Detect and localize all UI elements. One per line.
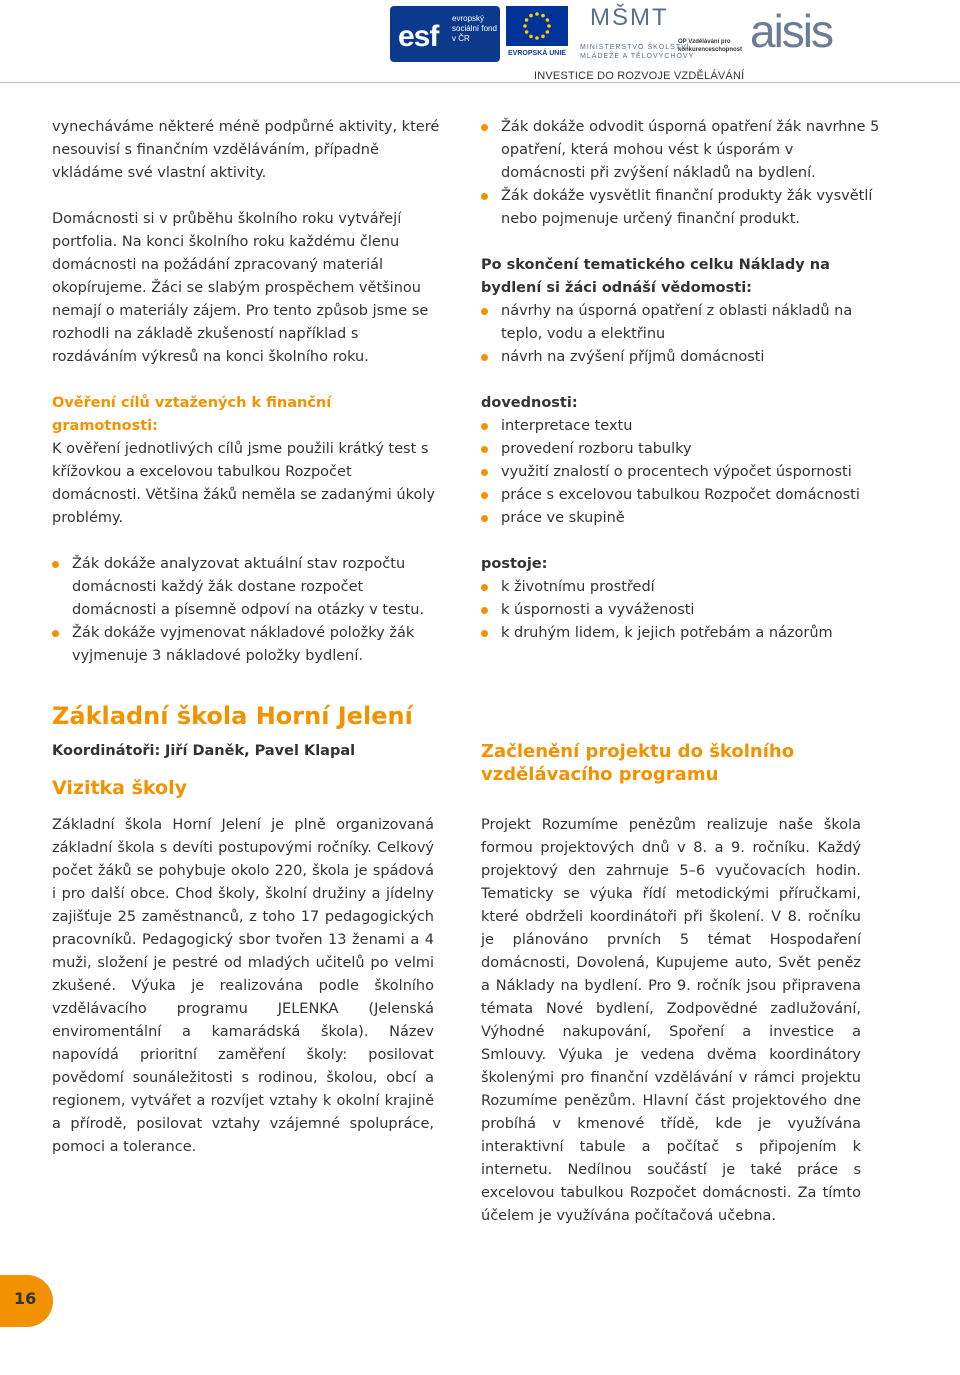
list-item: Žák dokáže analyzovat aktuální stav rozpočtu domácnosti každý žák dostane rozpočet domácnosti a písemně odpoví na otázky v testu. xyxy=(52,553,440,622)
coordinators-label: Koordinátoři: xyxy=(52,743,161,759)
page-number: 16 xyxy=(14,1289,37,1308)
eu-logo xyxy=(500,6,574,62)
paragraph-portfolio: Domácnosti si v průběhu školního roku vytvářejí portfolia. Na konci školního roku každému členu domácnosti na požádání zpracovaný materiál okopírujeme. Žáci se slabým prospěchem většinou nemají o materiály zájem. Pro tento způsob jsme se rozhodli na základě zkušeností například s rozdáváním výkresů na konci školního roku. xyxy=(52,211,429,365)
right-column-top xyxy=(481,116,881,645)
heading-skills: dovednosti: xyxy=(481,395,578,411)
list-item: využití znalostí o procentech výpočet úspornosti xyxy=(481,461,881,484)
list-item: provedení rozboru tabulky xyxy=(481,438,881,461)
header-divider xyxy=(0,82,960,83)
list-item: práce s excelovou tabulkou Rozpočet domácnosti xyxy=(481,484,881,507)
page-number-tab xyxy=(0,1275,53,1327)
esf-logo xyxy=(390,6,500,62)
op-logo-text: OP Vzdělávání pro konkurenceschopnost xyxy=(678,39,743,53)
goals-list-right xyxy=(481,116,881,231)
right-column-bottom xyxy=(481,814,861,1228)
attitudes-list xyxy=(481,576,881,645)
list-item: Žák dokáže vyjmenovat nákladové položky žák vyjmenuje 3 nákladové položky bydlení. xyxy=(52,622,440,668)
school-title: Základní škola Horní Jelení xyxy=(52,702,413,730)
heading-integration: Začlenění projektu do školního vzdělávacího programu xyxy=(481,741,795,785)
header-band-text: INVESTICE DO ROZVOJE VZDĚLÁVÁNÍ xyxy=(534,70,745,82)
list-item: Žák dokáže odvodit úsporná opatření žák navrhne 5 opatření, která mohou vést k úsporám v domácnosti při zvýšení nákladů na bydlení. xyxy=(481,116,881,185)
msmt-logo-text-1: MINISTERSTVO ŠKOLSTVÍ, xyxy=(580,44,693,51)
aisis-logo: aisis xyxy=(750,5,833,57)
paragraph-verification: K ověření jednotlivých cílů jsme použili krátký test s křížovkou a excelovou tabulkou Rozpočet domácnosti. Většina žáků neměla se zadanými úkoly problémy. xyxy=(52,441,435,526)
skills-list xyxy=(481,415,881,530)
knowledge-list xyxy=(481,300,881,369)
left-column-top xyxy=(52,116,440,668)
coordinators-names: Jiří Daněk, Pavel Klapal xyxy=(164,743,356,759)
msmt-logo xyxy=(580,4,740,64)
list-item: k úspornosti a vyváženosti xyxy=(481,599,881,622)
heading-knowledge: Po skončení tematického celku Náklady na bydlení si žáci odnáší vědomosti: xyxy=(481,257,830,296)
msmt-logo-mark: MŠMT xyxy=(590,4,669,31)
left-column-bottom xyxy=(52,814,434,1159)
list-item: Žák dokáže vysvětlit finanční produkty žák vysvětlí nebo pojmenuje určený finanční produkt. xyxy=(481,185,881,231)
esf-logo-text: evropský sociální fond v ČR xyxy=(452,14,497,43)
eu-flag-icon xyxy=(506,6,568,46)
esf-logo-mark: esf xyxy=(398,20,439,53)
coordinators xyxy=(52,743,355,759)
header-logos xyxy=(390,0,960,82)
header-band xyxy=(534,64,960,82)
paragraph-integration: Projekt Rozumíme penězům realizuje naše škola formou projektových dnů v 8. a 9. ročníku. Každý projektový den zahrnuje 5–6 vyučovacích hodin. Tematicky se výuka řídí metodickými příručkami, které obdrželi koordinátoři při školení. V 8. ročníku je plánováno prvních 5 témat Hospodaření domácnosti, Dovolená, Kupujeme auto, Svět peněz a Náklady na bydlení. Pro 9. ročník jsou připravena témata Nové bydlení, Zodpovědné zadlužování, Výhodné nakupování, Spoření a investice a Smlouvy. Výuka je vedena dvěma koordinátory školenými pro finanční vzdělávání v rámci projektu Rozumíme penězům. Hlavní část projektového dne probíhá v kmenové třídě, kde je využívána interaktivní tabule a počítač s připojením k internetu. Nedílnou součástí je také práce s excelovou tabulkou Rozpočet domácnosti. Za tímto účelem je využívána počítačová učebna. xyxy=(481,817,861,1224)
msmt-logo-text-2: MLÁDEŽE A TĚLOVÝCHOVY xyxy=(580,53,695,60)
heading-goals-verification: Ověření cílů vztažených k finanční gramotnosti: xyxy=(52,395,332,434)
list-item: práce ve skupině xyxy=(481,507,881,530)
goals-list-left xyxy=(52,553,440,668)
list-item: návrh na zvýšení příjmů domácnosti xyxy=(481,346,881,369)
list-item: návrhy na úsporná opatření z oblasti nákladů na teplo, vodu a elektřinu xyxy=(481,300,881,346)
eu-label: EVROPSKÁ UNIE xyxy=(508,50,566,57)
heading-attitudes: postoje: xyxy=(481,556,548,572)
paragraph-activities: vynecháváme některé méně podpůrné aktivity, které nesouvisí s finančním vzděláváním, případně vkládáme své vlastní aktivity. xyxy=(52,119,440,181)
heading-school-profile: Vizitka školy xyxy=(52,777,187,799)
list-item: k druhým lidem, k jejich potřebám a názorům xyxy=(481,622,881,645)
list-item: k životnímu prostředí xyxy=(481,576,881,599)
paragraph-school-profile: Základní škola Horní Jelení je plně organizovaná základní škola s devíti postupovými ročníky. Celkový počet žáků se pohybuje okolo 220, škola je spádová i pro další obce. Chod školy, školní družiny a jídelny zajišťuje 25 zaměstnanců, z toho 17 pedagogických pracovníků. Pedagogický sbor tvořen 13 ženami a 4 muži, složení je pestré od mladých učitelů po velmi zkušené. Výuka je realizována podle školního vzdělávacího programu JELENKA (Jelenská enviromentální a kamarádská škola). Název napovídá prioritní zaměření školy: posilovat povědomí sounáležitosti s rodinou, školou, obcí a regionem, vytvářet a rozvíjet vztahy k okolní krajině a přírodě, posilovat vztahy vzájemné spolupráce, pomoci a tolerance. xyxy=(52,817,434,1155)
list-item: interpretace textu xyxy=(481,415,881,438)
